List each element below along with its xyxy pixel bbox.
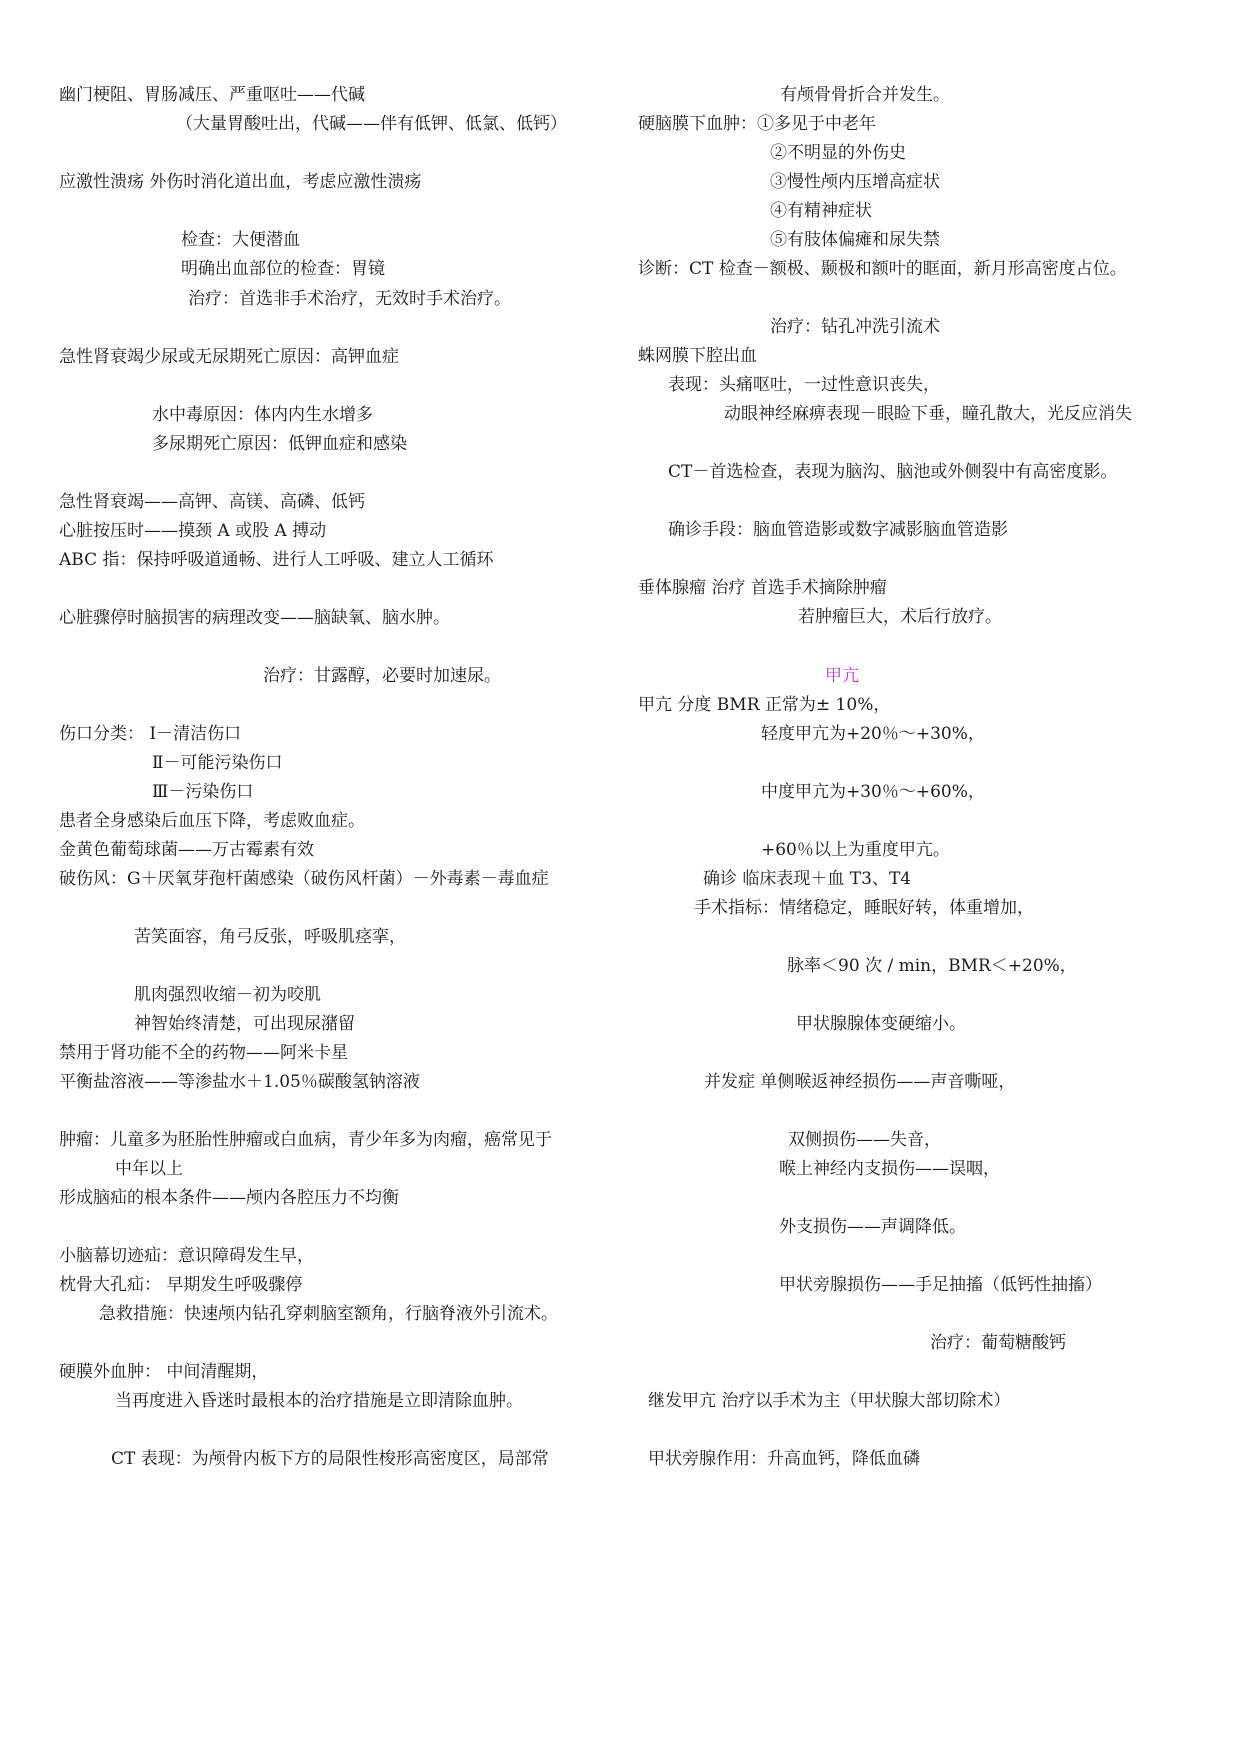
text-line: 表现：头痛呕吐，一过性意识丧失， <box>668 375 940 395</box>
text-line: 禁用于肾功能不全的药物——阿米卡星 <box>59 1043 348 1063</box>
text-line: 检查：大便潜血 <box>181 230 300 250</box>
text-line: 硬脑膜下血肿：①多见于中老年 <box>638 114 876 134</box>
text-line: 外支损伤——声调降低。 <box>779 1217 966 1237</box>
text-line: （大量胃酸吐出，代碱——伴有低钾、低氯、低钙） <box>176 114 567 134</box>
text-line: 明确出血部位的检查：胃镜 <box>181 259 385 279</box>
text-line: 治疗：钻孔冲洗引流术 <box>770 317 940 337</box>
text-line: 中年以上 <box>115 1159 183 1179</box>
text-line: 有颅骨骨折合并发生。 <box>780 85 950 105</box>
text-line: 脉率＜90 次 / min，BMR＜+20%， <box>787 956 1077 976</box>
text-line: 治疗：甘露醇，必要时加速尿。 <box>263 666 501 686</box>
text-line: 破伤风：G＋厌氧芽孢杆菌感染（破伤风杆菌）－外毒素－毒血症 <box>59 869 549 889</box>
text-line: Ⅲ－污染伤口 <box>152 782 254 802</box>
text-line: 应激性溃疡 外伤时消化道出血，考虑应激性溃疡 <box>59 172 422 192</box>
text-line: 患者全身感染后血压下降，考虑败血症。 <box>59 811 365 831</box>
text-line: 动眼神经麻痹表现－眼睑下垂，瞳孔散大，光反应消失 <box>724 404 1132 424</box>
left-column <box>0 0 620 1754</box>
text-line: 硬膜外血肿： 中间清醒期， <box>59 1362 269 1382</box>
text-line: 手术指标：情绪稳定，睡眠好转，体重增加， <box>694 898 1034 918</box>
text-line: 确诊手段：脑血管造影或数字减影脑血管造影 <box>668 520 1008 540</box>
text-line: 急性肾衰竭——高钾、高镁、高磷、低钙 <box>59 492 365 512</box>
text-line: 蛛网膜下腔出血 <box>638 346 757 366</box>
text-line: 急救措施：快速颅内钻孔穿刺脑室额角，行脑脊液外引流术。 <box>99 1304 558 1324</box>
section-heading-hyperthyroidism: 甲亢 <box>825 666 859 686</box>
text-line: CT－首选检查，表现为脑沟、脑池或外侧裂中有高密度影。 <box>668 462 1118 482</box>
text-line: ④有精神症状 <box>770 201 872 221</box>
right-column <box>620 0 1241 1754</box>
text-line: 幽门梗阻、胃肠减压、严重呕吐——代碱 <box>59 85 365 105</box>
text-line: 甲状旁腺作用：升高血钙，降低血磷 <box>648 1449 920 1469</box>
text-line: 神智始终清楚，可出现尿潴留 <box>134 1014 355 1034</box>
text-line: 轻度甲亢为+20％～+30%， <box>761 724 985 744</box>
text-line: 确诊 临床表现＋血 T3、T4 <box>703 869 912 889</box>
text-line: 甲亢 分度 BMR 正常为± 10%， <box>638 695 891 715</box>
text-line: 治疗：葡萄糖酸钙 <box>930 1333 1066 1353</box>
text-line: 肌肉强烈收缩－初为咬肌 <box>134 985 321 1005</box>
text-line: 若肿瘤巨大，术后行放疗。 <box>798 607 1002 627</box>
text-line: 伤口分类： Ⅰ－清洁伤口 <box>59 724 242 744</box>
text-line: +60％以上为重度甲亢。 <box>761 840 950 860</box>
text-line: 水中毒原因：体内内生水增多 <box>152 405 373 425</box>
text-line: 当再度进入昏迷时最根本的治疗措施是立即清除血肿。 <box>115 1391 523 1411</box>
text-line: 金黄色葡萄球菌——万古霉素有效 <box>59 840 314 860</box>
text-line: ⑤有肢体偏瘫和尿失禁 <box>770 230 940 250</box>
text-line: 诊断：CT 检查－额极、颞极和额叶的眶面，新月形高密度占位。 <box>638 259 1127 279</box>
text-line: 治疗：首选非手术治疗，无效时手术治疗。 <box>188 289 511 309</box>
text-line: 苦笑面容，角弓反张，呼吸肌痉挛， <box>134 927 406 947</box>
text-line: 形成脑疝的根本条件——颅内各腔压力不均衡 <box>59 1188 399 1208</box>
text-line: 心脏按压时——摸颈 A 或股 A 搏动 <box>59 521 327 541</box>
text-line: CT 表现：为颅骨内板下方的局限性梭形高密度区，局部常 <box>111 1449 549 1469</box>
text-line: 平衡盐溶液——等渗盐水＋1.05％碳酸氢钠溶液 <box>59 1072 420 1092</box>
text-line: 并发症 单侧喉返神经损伤——声音嘶哑， <box>704 1072 1016 1092</box>
text-line: 喉上神经内支损伤——误咽， <box>779 1159 1000 1179</box>
text-line: 甲状旁腺损伤——手足抽搐（低钙性抽搐） <box>779 1275 1102 1295</box>
text-line: ②不明显的外伤史 <box>770 143 906 163</box>
text-line: 心脏骤停时脑损害的病理改变——脑缺氧、脑水肿。 <box>59 608 450 628</box>
text-line: 多尿期死亡原因：低钾血症和感染 <box>152 434 407 454</box>
text-line: 急性肾衰竭少尿或无尿期死亡原因：高钾血症 <box>59 347 399 367</box>
text-line: 小脑幕切迹疝：意识障碍发生早， <box>59 1246 314 1266</box>
text-line: 中度甲亢为+30％～+60%， <box>761 782 985 802</box>
text-line: 肿瘤：儿童多为胚胎性肿瘤或白血病，青少年多为肉瘤，癌常见于 <box>59 1130 552 1150</box>
text-line: Ⅱ－可能污染伤口 <box>152 753 283 773</box>
text-line: ABC 指：保持呼吸道通畅、进行人工呼吸、建立人工循环 <box>59 550 494 570</box>
text-line: ③慢性颅内压增高症状 <box>770 172 940 192</box>
text-line: 枕骨大孔疝： 早期发生呼吸骤停 <box>59 1275 303 1295</box>
text-line: 继发甲亢 治疗以手术为主（甲状腺大部切除术） <box>648 1391 1011 1411</box>
text-line: 甲状腺腺体变硬缩小。 <box>796 1014 966 1034</box>
text-line: 双侧损伤——失音， <box>788 1130 941 1150</box>
text-line: 垂体腺瘤 治疗 首选手术摘除肿瘤 <box>638 578 887 598</box>
